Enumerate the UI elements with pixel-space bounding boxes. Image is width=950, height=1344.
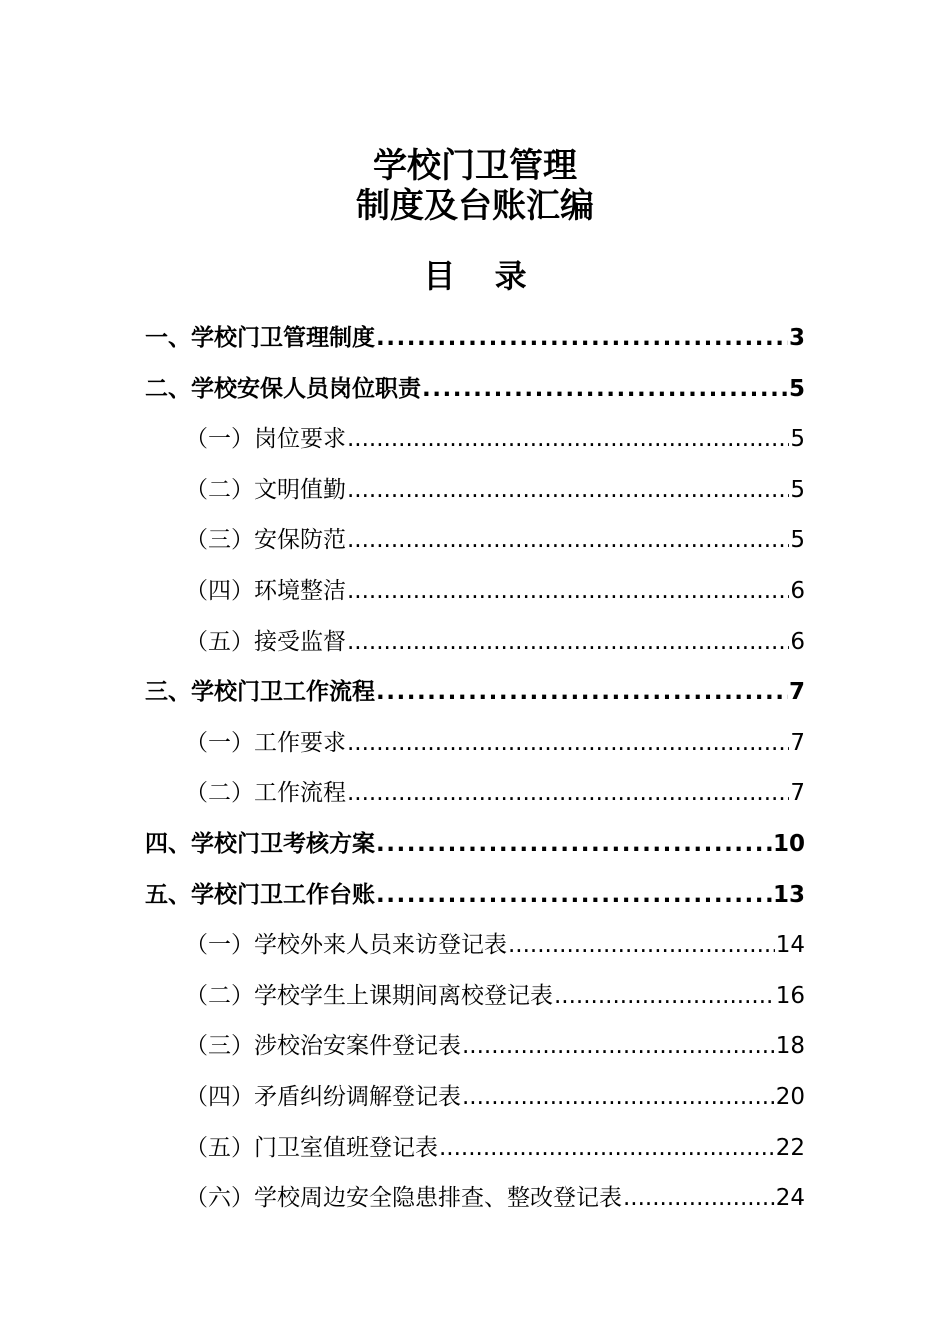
toc-page-number: 7 (790, 780, 805, 807)
toc-dot-leader (554, 971, 775, 1022)
toc-subsection-entry[interactable] (145, 1072, 805, 1123)
toc-entry-title: （三）安保防范 (185, 527, 346, 554)
toc-entry-title: （四）矛盾纠纷调解登记表 (185, 1083, 461, 1110)
toc-dot-leader (462, 1021, 775, 1072)
toc-entry-title: 三、学校门卫工作流程 (145, 679, 375, 706)
toc-page-number: 5 (790, 426, 805, 453)
toc-page-number: 10 (772, 830, 805, 857)
toc-entry-title: （三）涉校治安案件登记表 (185, 1033, 461, 1060)
toc-entry-title: （二）工作流程 (185, 780, 346, 807)
toc-dot-leader (347, 515, 789, 566)
toc-page-number: 6 (790, 577, 805, 604)
toc-subsection-entry[interactable] (145, 566, 805, 617)
toc-page-number: 5 (790, 476, 805, 503)
toc-page-number: 16 (775, 982, 805, 1009)
toc-section-entry[interactable] (145, 364, 805, 415)
toc-dot-leader (376, 313, 788, 364)
toc-page-number: 6 (790, 628, 805, 655)
toc-entry-title: 五、学校门卫工作台账 (145, 881, 375, 908)
toc-subsection-entry[interactable] (145, 971, 805, 1022)
toc-page-number: 20 (775, 1083, 805, 1110)
toc-dot-leader (508, 920, 775, 971)
table-of-contents (145, 313, 805, 1224)
toc-subsection-entry[interactable] (145, 617, 805, 668)
toc-entry-title: （一）工作要求 (185, 729, 346, 756)
toc-subsection-entry[interactable] (145, 1173, 805, 1224)
toc-subsection-entry[interactable] (145, 718, 805, 769)
toc-dot-leader (422, 364, 788, 415)
toc-entry-title: 四、学校门卫考核方案 (145, 830, 375, 857)
toc-entry-title: （二）学校学生上课期间离校登记表 (185, 982, 553, 1009)
toc-dot-leader (439, 1123, 775, 1174)
toc-dot-leader (347, 617, 789, 668)
toc-subsection-entry[interactable] (145, 515, 805, 566)
toc-subsection-entry[interactable] (145, 1123, 805, 1174)
toc-entry-title: 二、学校安保人员岗位职责 (145, 375, 421, 402)
toc-section-entry[interactable] (145, 870, 805, 921)
toc-section-entry[interactable] (145, 313, 805, 364)
toc-entry-title: （一）学校外来人员来访登记表 (185, 932, 507, 959)
toc-dot-leader (347, 768, 789, 819)
toc-heading: 目 录 (423, 257, 541, 295)
toc-page-number: 3 (788, 325, 805, 351)
toc-subsection-entry[interactable] (145, 920, 805, 971)
document-title-line2: 制度及台账汇编 (356, 186, 594, 226)
toc-entry-title: （五）接受监督 (185, 628, 346, 655)
toc-entry-title: （四）环境整洁 (185, 577, 346, 604)
toc-dot-leader (347, 414, 789, 465)
toc-page-number: 7 (788, 679, 805, 706)
toc-dot-leader (376, 819, 772, 870)
toc-page-number: 22 (775, 1134, 805, 1161)
toc-dot-leader (347, 566, 789, 617)
toc-page-number: 7 (790, 729, 805, 756)
toc-entry-title: 一、学校门卫管理制度 (145, 325, 375, 351)
toc-entry-title: （六）学校周边安全隐患排查、整改登记表 (185, 1185, 622, 1212)
toc-page-number: 13 (772, 881, 805, 908)
toc-dot-leader (347, 465, 789, 516)
toc-section-entry[interactable] (145, 819, 805, 870)
toc-dot-leader (623, 1173, 775, 1224)
toc-page-number: 18 (775, 1033, 805, 1060)
toc-entry-title: （二）文明值勤 (185, 476, 346, 503)
toc-subsection-entry[interactable] (145, 768, 805, 819)
toc-dot-leader (462, 1072, 775, 1123)
toc-subsection-entry[interactable] (145, 465, 805, 516)
toc-dot-leader (347, 718, 789, 769)
toc-page-number: 5 (788, 375, 805, 402)
toc-subsection-entry[interactable] (145, 1021, 805, 1072)
toc-dot-leader (376, 870, 772, 921)
toc-subsection-entry[interactable] (145, 414, 805, 465)
toc-entry-title: （一）岗位要求 (185, 426, 346, 453)
toc-dot-leader (376, 667, 788, 718)
toc-page-number: 14 (775, 932, 805, 959)
toc-page-number: 5 (790, 527, 805, 554)
document-title-line1: 学校门卫管理 (373, 146, 577, 186)
toc-entry-title: （五）门卫室值班登记表 (185, 1134, 438, 1161)
toc-section-entry[interactable] (145, 667, 805, 718)
toc-page-number: 24 (775, 1185, 805, 1212)
